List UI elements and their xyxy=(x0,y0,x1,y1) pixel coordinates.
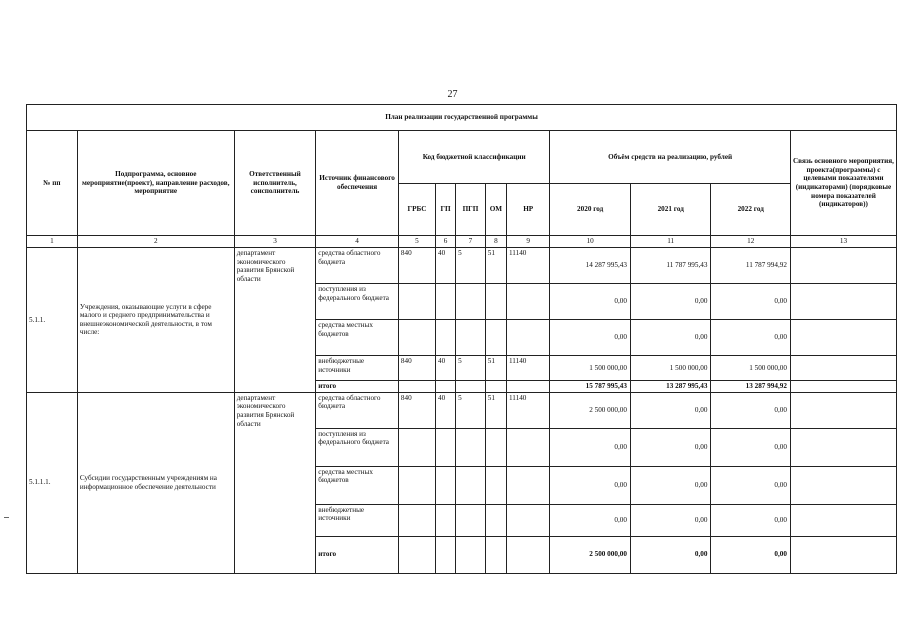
plan-table xyxy=(26,104,897,574)
empty-code-cell xyxy=(506,381,549,393)
section-num: 5.1.1.1. xyxy=(27,392,78,573)
empty-code-cell xyxy=(506,536,549,573)
empty-code-cell xyxy=(398,381,435,393)
empty-code-cell xyxy=(485,536,506,573)
header-responsible: Ответственный исполнитель, соисполнитель xyxy=(234,131,316,236)
link-cell xyxy=(790,320,896,356)
link-cell xyxy=(790,504,896,536)
value-2020: 2 500 000,00 xyxy=(550,392,631,428)
value-2020: 14 287 995,43 xyxy=(550,248,631,284)
value-2022: 0,00 xyxy=(711,466,790,504)
empty-code-cell xyxy=(456,536,486,573)
code-grbs: 840 xyxy=(398,392,435,428)
code-pgp xyxy=(456,466,486,504)
code-nr xyxy=(506,428,549,466)
column-number: 4 xyxy=(316,236,399,248)
link-cell xyxy=(790,248,896,284)
value-2020: 1 500 000,00 xyxy=(550,356,631,381)
header-subprogram: Подпрограмма, основное мероприятие(проект), направление расходов, мероприятие xyxy=(77,131,234,236)
column-number: 13 xyxy=(790,236,896,248)
source-cell: средства областного бюджета xyxy=(316,392,399,428)
section-name: Субсидии государственным учреждениям на информационное обеспечение деятельности xyxy=(77,392,234,573)
code-gp xyxy=(436,284,456,320)
section-name: Учреждения, оказывающие услуги в сфере малого и среднего предпринимательства и внешнеэкономической деятельности, в том числе: xyxy=(77,248,234,393)
code-om xyxy=(485,504,506,536)
link-cell xyxy=(790,536,896,573)
code-pgp: 5 xyxy=(456,248,486,284)
header-row xyxy=(27,131,897,184)
value-2022: 1 500 000,00 xyxy=(711,356,790,381)
value-2021: 0,00 xyxy=(630,392,711,428)
header-code-nr: НР xyxy=(506,184,549,236)
code-om: 51 xyxy=(485,392,506,428)
page-number: 27 xyxy=(447,89,458,100)
link-cell xyxy=(790,428,896,466)
empty-code-cell xyxy=(456,381,486,393)
table-row xyxy=(27,392,897,428)
column-number: 1 xyxy=(27,236,78,248)
code-grbs xyxy=(398,284,435,320)
column-number: 11 xyxy=(630,236,711,248)
column-number: 2 xyxy=(77,236,234,248)
total-label: итого xyxy=(316,381,399,393)
total-value-2020: 2 500 000,00 xyxy=(550,536,631,573)
value-2022: 0,00 xyxy=(711,428,790,466)
header-year-2021: 2021 год xyxy=(630,184,711,236)
source-cell: средства местных бюджетов xyxy=(316,466,399,504)
column-number-row xyxy=(27,236,897,248)
header-code-gp: ГП xyxy=(436,184,456,236)
header-source: Источник финансового обеспечения xyxy=(316,131,399,236)
total-value-2022: 13 287 994,92 xyxy=(711,381,790,393)
value-2022: 0,00 xyxy=(711,392,790,428)
value-2022: 0,00 xyxy=(711,504,790,536)
total-label: итого xyxy=(316,536,399,573)
code-grbs: 840 xyxy=(398,248,435,284)
code-nr xyxy=(506,284,549,320)
header-code-grbs: ГРБС xyxy=(398,184,435,236)
column-number: 9 xyxy=(506,236,549,248)
code-grbs xyxy=(398,504,435,536)
code-pgp: 5 xyxy=(456,392,486,428)
value-2020: 0,00 xyxy=(550,428,631,466)
code-nr: 11140 xyxy=(506,392,549,428)
value-2020: 0,00 xyxy=(550,284,631,320)
value-2021: 0,00 xyxy=(630,466,711,504)
value-2022: 11 787 994,92 xyxy=(711,248,790,284)
code-grbs xyxy=(398,320,435,356)
value-2020: 0,00 xyxy=(550,466,631,504)
column-number: 3 xyxy=(234,236,316,248)
value-2020: 0,00 xyxy=(550,504,631,536)
header-volume: Объём средств на реализацию, рублей xyxy=(550,131,791,184)
code-om xyxy=(485,320,506,356)
code-pgp xyxy=(456,428,486,466)
link-cell xyxy=(790,381,896,393)
empty-code-cell xyxy=(436,536,456,573)
value-2021: 11 787 995,43 xyxy=(630,248,711,284)
column-number: 7 xyxy=(456,236,486,248)
header-year-2020: 2020 год xyxy=(550,184,631,236)
header-num: № пп xyxy=(27,131,78,236)
link-cell xyxy=(790,284,896,320)
column-number: 12 xyxy=(711,236,790,248)
code-gp: 40 xyxy=(436,248,456,284)
code-nr: 11140 xyxy=(506,248,549,284)
code-nr: 11140 xyxy=(506,356,549,381)
code-nr xyxy=(506,320,549,356)
section-num: 5.1.1. xyxy=(27,248,78,393)
header-year-2022: 2022 год xyxy=(711,184,790,236)
column-number: 8 xyxy=(485,236,506,248)
value-2020: 0,00 xyxy=(550,320,631,356)
source-cell: средства местных бюджетов xyxy=(316,320,399,356)
source-cell: поступления из федерального бюджета xyxy=(316,428,399,466)
code-grbs xyxy=(398,428,435,466)
section-responsible: департамент экономического развития Брянской области xyxy=(234,248,316,393)
header-budget-code: Код бюджетной классификации xyxy=(398,131,549,184)
header-code-pgp: ПГП xyxy=(456,184,486,236)
value-2021: 0,00 xyxy=(630,428,711,466)
table-row xyxy=(27,248,897,284)
header-code-om: ОМ xyxy=(485,184,506,236)
code-pgp: 5 xyxy=(456,356,486,381)
code-gp xyxy=(436,504,456,536)
code-om xyxy=(485,284,506,320)
value-2022: 0,00 xyxy=(711,320,790,356)
link-cell xyxy=(790,466,896,504)
source-cell: поступления из федерального бюджета xyxy=(316,284,399,320)
code-gp: 40 xyxy=(436,392,456,428)
code-gp xyxy=(436,320,456,356)
column-number: 10 xyxy=(550,236,631,248)
code-om: 51 xyxy=(485,356,506,381)
code-gp: 40 xyxy=(436,356,456,381)
code-pgp xyxy=(456,284,486,320)
code-grbs xyxy=(398,466,435,504)
title-row xyxy=(27,105,897,131)
code-nr xyxy=(506,466,549,504)
empty-code-cell xyxy=(485,381,506,393)
code-pgp xyxy=(456,504,486,536)
value-2021: 0,00 xyxy=(630,320,711,356)
total-value-2020: 15 787 995,43 xyxy=(550,381,631,393)
section-responsible: департамент экономического развития Брянской области xyxy=(234,392,316,573)
source-cell: внебюджетные источники xyxy=(316,356,399,381)
empty-code-cell xyxy=(436,381,456,393)
value-2021: 0,00 xyxy=(630,504,711,536)
column-number: 6 xyxy=(436,236,456,248)
code-gp xyxy=(436,466,456,504)
code-nr xyxy=(506,504,549,536)
total-value-2021: 0,00 xyxy=(630,536,711,573)
value-2021: 1 500 000,00 xyxy=(630,356,711,381)
source-cell: внебюджетные источники xyxy=(316,504,399,536)
column-number: 5 xyxy=(398,236,435,248)
code-grbs: 840 xyxy=(398,356,435,381)
code-om xyxy=(485,466,506,504)
source-cell: средства областного бюджета xyxy=(316,248,399,284)
table-title: План реализации государственной программы xyxy=(27,105,897,131)
value-2021: 0,00 xyxy=(630,284,711,320)
code-om xyxy=(485,428,506,466)
code-gp xyxy=(436,428,456,466)
total-value-2021: 13 287 995,43 xyxy=(630,381,711,393)
value-2022: 0,00 xyxy=(711,284,790,320)
header-link: Связь основного мероприятия, проекта(программы) с целевыми показателями (индикаторами) (порядковые номера показателей (индикаторов)) xyxy=(790,131,896,236)
empty-code-cell xyxy=(398,536,435,573)
code-om: 51 xyxy=(485,248,506,284)
link-cell xyxy=(790,392,896,428)
scan-mark xyxy=(4,517,9,518)
total-value-2022: 0,00 xyxy=(711,536,790,573)
link-cell xyxy=(790,356,896,381)
code-pgp xyxy=(456,320,486,356)
